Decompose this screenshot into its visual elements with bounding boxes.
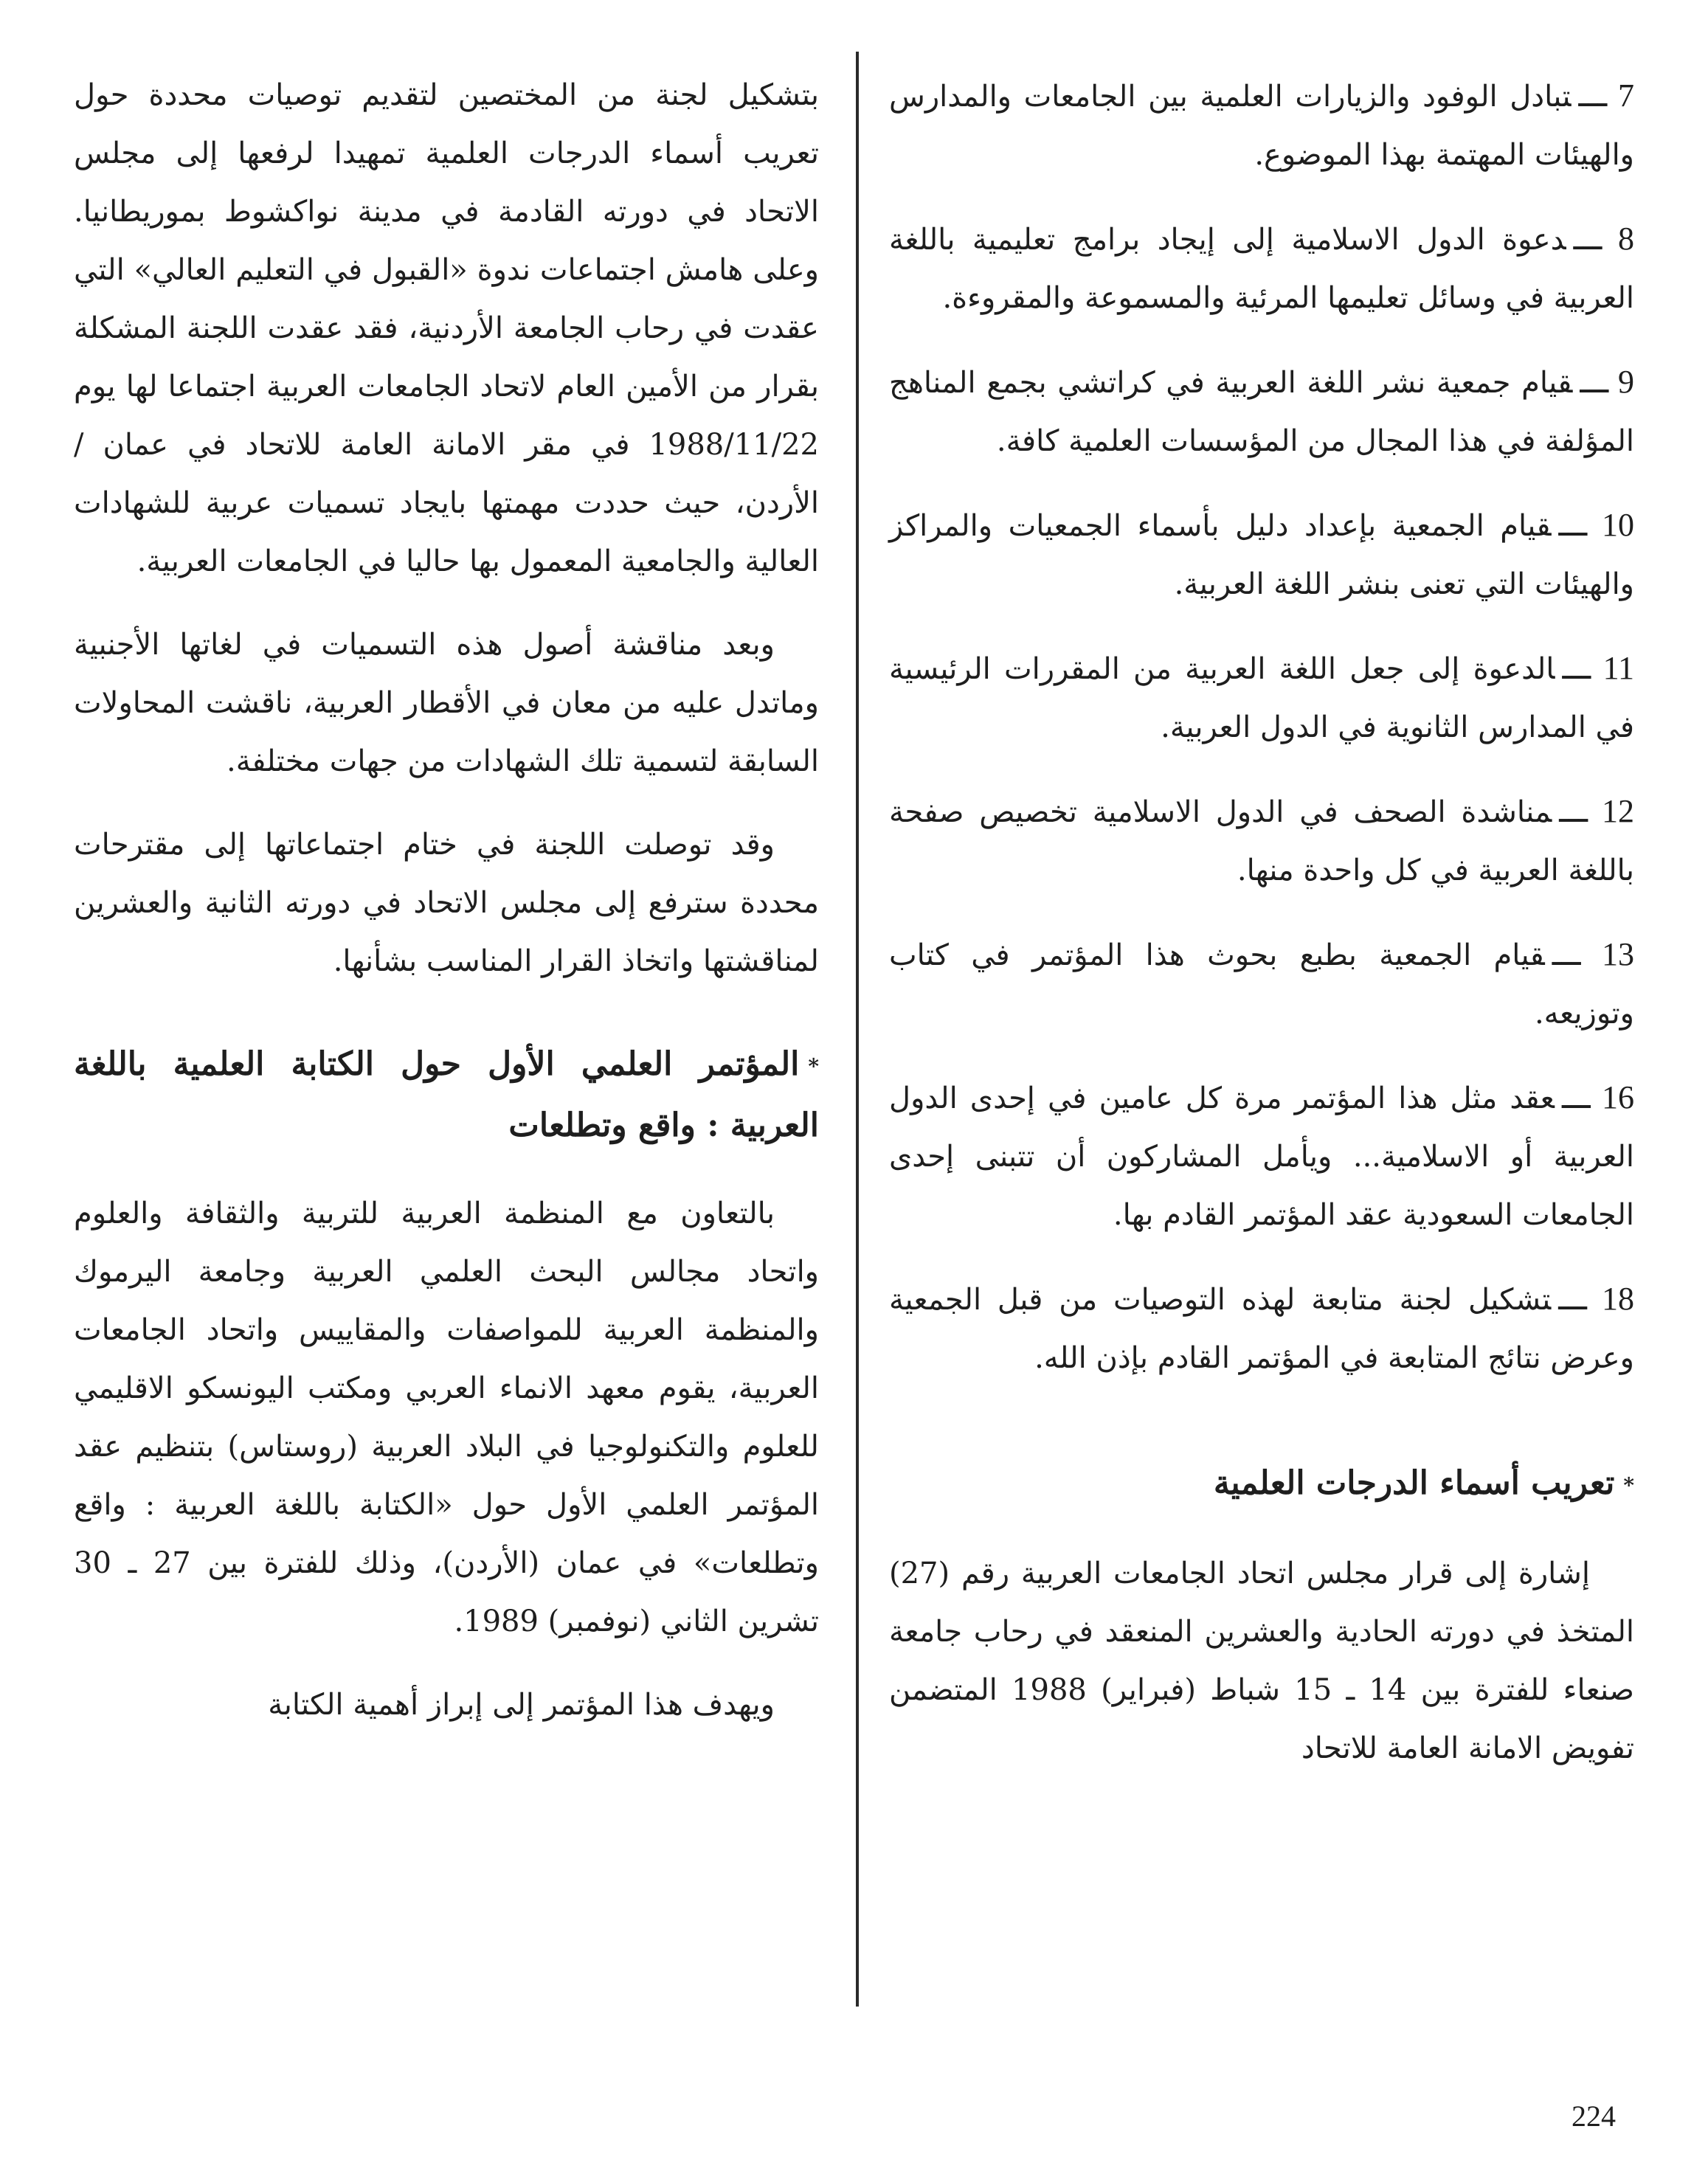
recommendation-item-12	[889, 782, 1634, 900]
recommendation-item-11	[889, 639, 1634, 757]
item-number: 13 ـــ	[1552, 936, 1635, 972]
item-number: 11 ـــ	[1562, 650, 1635, 686]
column-divider	[856, 52, 859, 2007]
paragraph: بتشكيل لجنة من المختصين لتقديم توصيات محددة حول تعريب أسماء الدرجات العلمية تمهيدا لرفعها إلى مجلس الاتحاد في دورته القادمة في مدينة نواكشوط بموريطانيا. وعلى هامش اجتماعات ندوة «القبول في التعليم العالي» التي عقدت في رحاب الجامعة الأردنية، فقد عقدت اللجنة المشكلة بقرار من الأمين العام لاتحاد الجامعات العربية اجتماعا لها يوم 1988/11/22 في مقر الامانة العامة للاتحاد في عمان / الأردن، حيث حددت مهمتها بايجاد تسميات عربية للشهادات العالية والجامعية المعمول بها حاليا في الجامعات العربية.	[74, 78, 820, 578]
paragraph: وبعد مناقشة أصول هذه التسميات في لغاتها الأجنبية وماتدل عليه من معان في الأقطار العربية، ناقشت المحاولات السابقة لتسمية تلك الشهادات من جهات مختلفة.	[74, 628, 819, 778]
recommendation-item-7	[889, 66, 1634, 184]
asterisk-icon: *	[808, 1053, 819, 1079]
asterisk-icon: *	[1623, 1472, 1634, 1498]
item-number: 12 ـــ	[1559, 793, 1635, 829]
item-text: تشكيل لجنة متابعة لهذه التوصيات من قبل الجمعية وعرض نتائج المتابعة في المؤتمر القادم بإذن الله.	[889, 1283, 1634, 1375]
recommendation-item-16	[889, 1068, 1634, 1244]
item-number: 18 ـــ	[1558, 1281, 1634, 1317]
recommendation-item-9	[889, 353, 1634, 471]
right-column	[889, 66, 1634, 1803]
item-text: مناشدة الصحف في الدول الاسلامية تخصيص صفحة باللغة العربية في كل واحدة منها.	[889, 795, 1634, 887]
item-number: 7 ـــ	[1578, 77, 1635, 114]
page-number: 224	[1572, 2099, 1616, 2133]
recommendation-item-13	[889, 925, 1634, 1043]
heading-text: المؤتمر العلمي الأول حول الكتابة العلمية باللغة العربية : واقع وتطلعات	[74, 1045, 819, 1144]
item-text: قيام الجمعية بطبع بحوث هذا المؤتمر في كتاب وتوزيعه.	[889, 938, 1634, 1031]
item-number: 10 ـــ	[1558, 507, 1634, 543]
item-text: تبادل الوفود والزيارات العلمية بين الجامعات والمدارس والهيئات المهتمة بهذا الموضوع.	[889, 80, 1634, 172]
left-column	[74, 66, 819, 1759]
recommendation-item-10	[889, 496, 1634, 614]
item-text: دعوة الدول الاسلامية إلى إيجاد برامج تعليمية باللغة العربية في وسائل تعليمها المرئية والمسموعة والمقروءة.	[889, 223, 1634, 315]
recommendation-item-18	[889, 1270, 1634, 1388]
item-number: 9 ـــ	[1580, 364, 1635, 400]
paragraph: ويهدف هذا المؤتمر إلى إبراز أهمية الكتابة	[268, 1687, 775, 1722]
paragraph: إشارة إلى قرار مجلس اتحاد الجامعات العربية رقم (27) المتخذ في دورته الحادية والعشرين المنعقد في رحاب جامعة صنعاء للفترة بين 14 ـ 15 شباط (فبراير) 1988 المتضمن تفويض الامانة العامة للاتحاد	[889, 1556, 1634, 1765]
item-text: قيام جمعية نشر اللغة العربية في كراتشي بجمع المناهج المؤلفة في هذا المجال من المؤسسات العلمية كافة.	[889, 366, 1634, 458]
item-text: قيام الجمعية بإعداد دليل بأسماء الجمعيات والمراكز والهيئات التي تعنى بنشر اللغة العربية.	[889, 509, 1634, 601]
paragraph: وقد توصلت اللجنة في ختام اجتماعاتها إلى مقترحات محددة سترفع إلى مجلس الاتحاد في دورته الثانية والعشرين لمناقشتها واتخاذ القرار المناسب بشأنها.	[74, 828, 819, 978]
paragraph: بالتعاون مع المنظمة العربية للتربية والثقافة والعلوم واتحاد مجالس البحث العلمي العربية وجامعة اليرموك والمنظمة العربية للمواصفات والمقاييس واتحاد الجامعات العربية، يقوم معهد الانماء العربي ومكتب اليونسكو الاقليمي للعلوم والتكنولوجيا في البلاد العربية (روستاس) بتنظيم عقد المؤتمر العلمي الأول حول «الكتابة باللغة العربية : واقع وتطلعات» في عمان (الأردن)، وذلك للفترة بين 27 ـ 30 تشرين الثاني (نوفمبر) 1989.	[74, 1196, 819, 1638]
section-heading-conference	[74, 1035, 819, 1155]
recommendation-item-8	[889, 210, 1634, 328]
item-text: عقد مثل هذا المؤتمر مرة كل عامين في إحدى الدول العربية أو الاسلامية... ويأمل المشاركون أن تتبنى إحدى الجامعات السعودية عقد المؤتمر القادم بها.	[889, 1081, 1634, 1232]
item-text: الدعوة إلى جعل اللغة العربية من المقررات الرئيسية في المدارس الثانوية في الدول العربية.	[889, 652, 1634, 744]
heading-text: تعريب أسماء الدرجات العلمية	[1213, 1464, 1615, 1502]
item-number: 16 ـــ	[1561, 1079, 1634, 1115]
item-number: 8 ـــ	[1573, 221, 1635, 257]
section-heading-degree-names	[889, 1454, 1634, 1515]
